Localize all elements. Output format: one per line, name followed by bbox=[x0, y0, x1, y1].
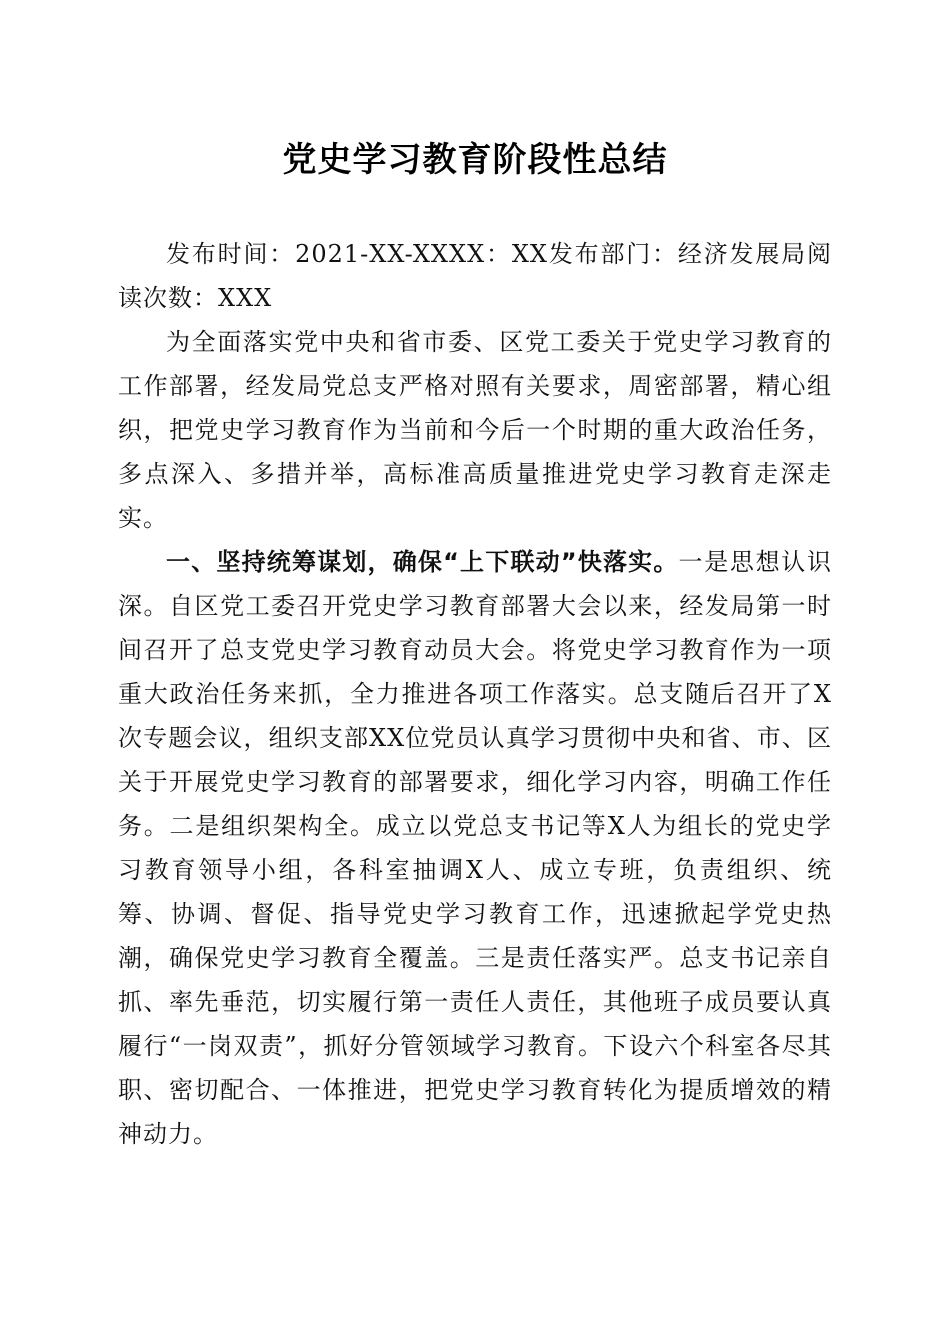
section-one-paragraph bbox=[118, 540, 832, 1156]
publish-meta-line: 发布时间：2021-XX-XXXX：XX发布部门：经济发展局阅读次数：XXX bbox=[118, 240, 832, 312]
document-body bbox=[118, 232, 832, 1156]
section-one-body: 一是思想认识深。自区党工委召开党史学习教育部署大会以来，经发局第一时间召开了总支党史学习教育动员大会。将党史学习教育作为一项重大政治任务来抓，全力推进各项工作落实。总支随后召开了X次专题会议，组织支部XX位党员认真学习贯彻中央和省、市、区关于开展党史学习教育的部署要求，细化学习内容，明确工作任务。二是组织架构全。成立以党总支书记等X人为组长的党史学习教育领导小组，各科室抽调X人、成立专班，负责组织、统筹、协调、督促、指导党史学习教育工作，迅速掀起学党史热潮，确保党史学习教育全覆盖。三是责任落实严。总支书记亲自抓、率先垂范，切实履行第一责任人责任，其他班子成员要认真履行“一岗双责”，抓好分管领域学习教育。下设六个科室各尽其职、密切配合、一体推进，把党史学习教育转化为提质增效的精神动力。 bbox=[118, 548, 832, 1148]
document-title: 党史学习教育阶段性总结 bbox=[282, 140, 668, 180]
intro-paragraph: 为全面落实党中央和省市委、区党工委关于党史学习教育的工作部署，经发局党总支严格对照有关要求，周密部署，精心组织，把党史学习教育作为当前和今后一个时期的重大政治任务，多点深入、多措并举，高标准高质量推进党史学习教育走深走实。 bbox=[118, 328, 832, 532]
section-one-heading: 一、坚持统筹谋划，确保“上下联动”快落实。 bbox=[166, 548, 679, 576]
